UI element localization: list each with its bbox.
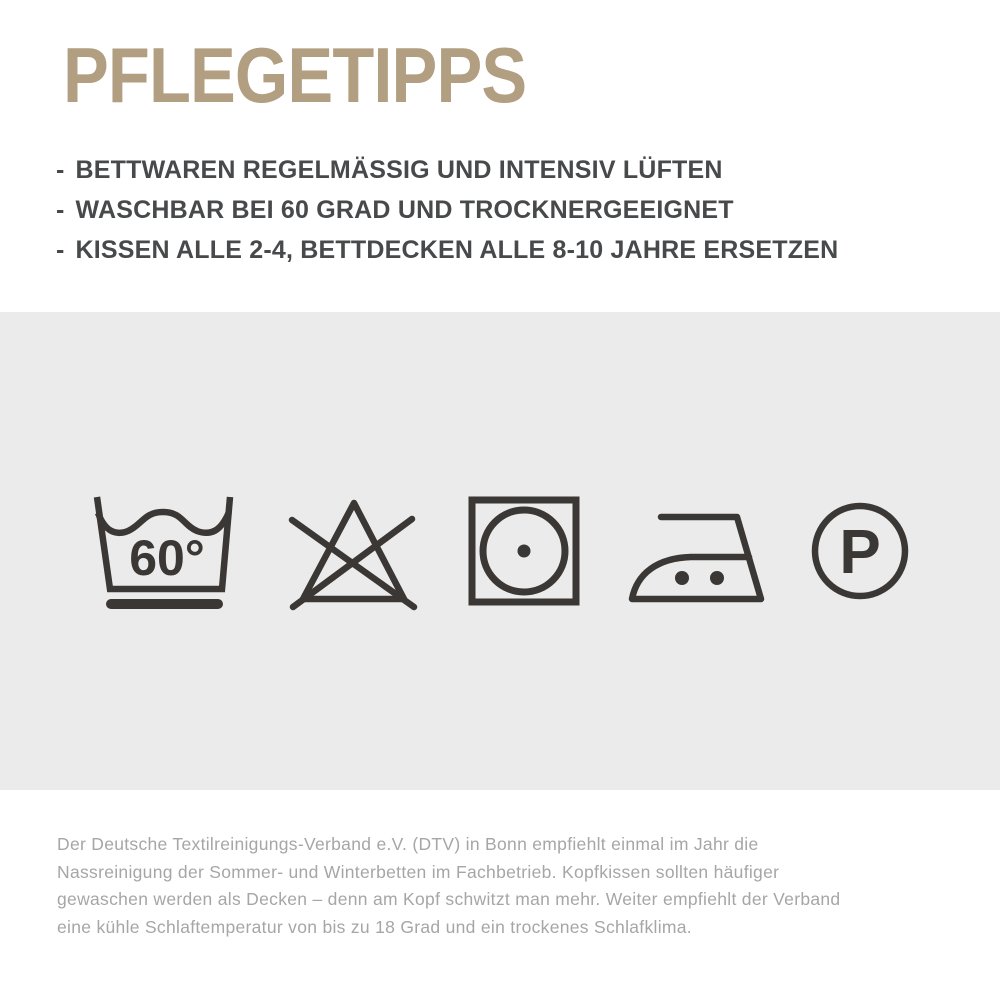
do-not-bleach-icon — [279, 489, 424, 614]
tip-text: WASCHBAR BEI 60 GRAD UND TROCKNERGEEIGNET — [75, 195, 734, 224]
bullet-dash: - — [56, 155, 65, 184]
tips-list — [56, 150, 838, 270]
footnote-line: eine kühle Schlaftemperatur von bis zu 18 Grad und ein trockenes Schlafklima. — [57, 916, 692, 937]
list-item — [56, 150, 838, 190]
bullet-dash: - — [56, 235, 65, 264]
list-item — [56, 230, 838, 270]
care-symbols-panel — [0, 312, 1000, 790]
wash-temperature-label: 60° — [129, 530, 205, 586]
tip-text: BETTWAREN REGELMÄSSIG UND INTENSIV LÜFTEN — [75, 155, 723, 184]
professional-letter: P — [839, 518, 881, 587]
tumble-dry-one-dot-icon — [468, 496, 580, 606]
footnote-paragraph — [57, 831, 927, 941]
tip-text: KISSEN ALLE 2-4, BETTDECKEN ALLE 8-10 JAHRE ERSETZEN — [75, 235, 839, 264]
footnote-line: Der Deutsche Textilreinigungs-Verband e.V. (DTV) in Bonn empfiehlt einmal im Jahr die — [57, 834, 759, 854]
bullet-dash: - — [56, 195, 65, 224]
list-item — [56, 190, 838, 230]
footnote-line: Nassreinigung der Sommer- und Winterbetten im Fachbetrieb. Kopfkissen sollten häufiger — [57, 861, 780, 882]
footnote-line: gewaschen werden als Decken – denn am Kopf schwitzt man mehr. Weiter empfiehlt der Verband — [57, 889, 841, 909]
professional-cleaning-p-icon — [810, 501, 910, 601]
page-title: PFLEGETIPPS — [63, 31, 527, 119]
iron-two-dots-icon — [624, 496, 766, 606]
wash-60-underline-icon — [90, 486, 235, 616]
